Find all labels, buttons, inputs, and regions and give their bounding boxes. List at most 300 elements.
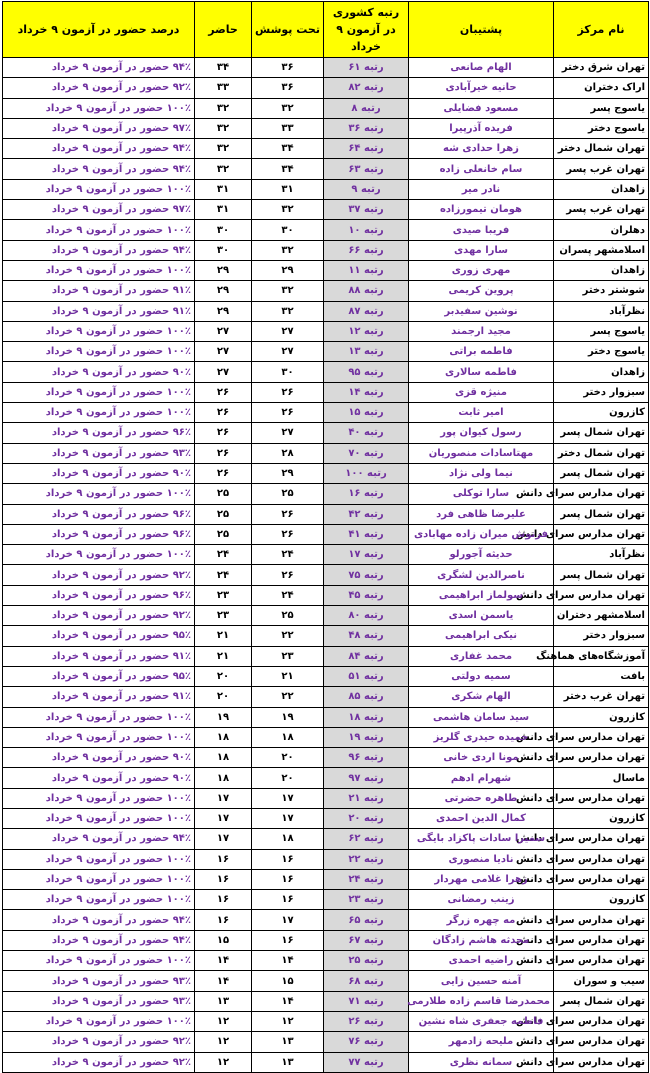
table-row	[3, 971, 649, 991]
cell-covered: ۲۸	[252, 443, 324, 463]
cell-supporter: شهرام ادهم	[409, 768, 554, 788]
cell-covered: ۳۲	[252, 98, 324, 118]
table-row	[3, 321, 649, 341]
cell-percent: ۱۰۰٪ حضور در آزمون ۹ خرداد	[3, 788, 195, 808]
cell-center: تهران مدارس سرای دانش	[554, 951, 649, 971]
cell-present: ۱۲	[195, 1011, 252, 1031]
table-row	[3, 78, 649, 98]
cell-rank: رتبه ۱۹	[324, 727, 409, 747]
cell-present: ۲۹	[195, 260, 252, 280]
table-row	[3, 200, 649, 220]
cell-covered: ۲۶	[252, 524, 324, 544]
cell-percent: ۹۴٪ حضور در آزمون ۹ خرداد	[3, 910, 195, 930]
cell-supporter: آمنه حسین زایی	[409, 971, 554, 991]
table-row	[3, 118, 649, 138]
cell-rank: رتبه ۲۰	[324, 808, 409, 828]
cell-rank: رتبه ۷۷	[324, 1052, 409, 1072]
cell-covered: ۲۶	[252, 403, 324, 423]
cell-center: تهران مدارس سرای دانش	[554, 1032, 649, 1052]
cell-supporter: مهری زوری	[409, 260, 554, 280]
cell-supporter: نیما ولی نژاد	[409, 463, 554, 483]
cell-supporter: زینب رمضانی	[409, 890, 554, 910]
cell-present: ۱۶	[195, 910, 252, 930]
cell-covered: ۲۹	[252, 463, 324, 483]
table-row	[3, 281, 649, 301]
header-percent: درصد حضور در آزمون ۹ خرداد	[3, 2, 195, 58]
cell-present: ۳۲	[195, 118, 252, 138]
cell-center: تهران شمال پسر	[554, 504, 649, 524]
cell-covered: ۲۶	[252, 382, 324, 402]
table-row	[3, 829, 649, 849]
table-row	[3, 910, 649, 930]
header-present: حاضر	[195, 2, 252, 58]
cell-supporter: سارا مهدی	[409, 240, 554, 260]
cell-rank: رتبه ۶۷	[324, 930, 409, 950]
cell-center: دهلران	[554, 220, 649, 240]
cell-center: تهران مدارس سرای دانش	[554, 910, 649, 930]
table-row	[3, 768, 649, 788]
cell-present: ۱۷	[195, 788, 252, 808]
cell-covered: ۲۰	[252, 768, 324, 788]
cell-center: تهران شمال پسر	[554, 991, 649, 1011]
header-covered: تحت پوشش	[252, 2, 324, 58]
cell-center: تهران مدارس سرای دانش	[554, 727, 649, 747]
cell-present: ۲۰	[195, 666, 252, 686]
table-row	[3, 565, 649, 585]
cell-percent: ۱۰۰٪ حضور در آزمون ۹ خرداد	[3, 342, 195, 362]
cell-rank: رتبه ۹۶	[324, 748, 409, 768]
cell-supporter: نادر میر	[409, 179, 554, 199]
cell-supporter: پروین کریمی	[409, 281, 554, 301]
table-row	[3, 423, 649, 443]
cell-rank: رتبه ۳۷	[324, 200, 409, 220]
cell-percent: ۱۰۰٪ حضور در آزمون ۹ خرداد	[3, 869, 195, 889]
cell-center: تهران مدارس سرای دانش	[554, 1011, 649, 1031]
cell-percent: ۱۰۰٪ حضور در آزمون ۹ خرداد	[3, 321, 195, 341]
cell-rank: رتبه ۹۷	[324, 768, 409, 788]
cell-covered: ۱۷	[252, 808, 324, 828]
cell-rank: رتبه ۱۳	[324, 342, 409, 362]
cell-rank: رتبه ۹	[324, 179, 409, 199]
cell-percent: ۱۰۰٪ حضور در آزمون ۹ خرداد	[3, 484, 195, 504]
table-row	[3, 687, 649, 707]
cell-center: اسلامشهر پسران	[554, 240, 649, 260]
cell-present: ۲۶	[195, 382, 252, 402]
cell-covered: ۳۳	[252, 118, 324, 138]
cell-covered: ۲۱	[252, 666, 324, 686]
table-row	[3, 220, 649, 240]
table-row	[3, 707, 649, 727]
cell-percent: ۱۰۰٪ حضور در آزمون ۹ خرداد	[3, 849, 195, 869]
cell-supporter: حانیه خیرآبادی	[409, 78, 554, 98]
cell-covered: ۲۷	[252, 321, 324, 341]
cell-percent: ۱۰۰٪ حضور در آزمون ۹ خرداد	[3, 220, 195, 240]
table-row	[3, 504, 649, 524]
cell-present: ۲۶	[195, 403, 252, 423]
cell-supporter: سمیرا سادات پاکزاد بایگی	[409, 829, 554, 849]
cell-rank: رتبه ۲۳	[324, 890, 409, 910]
table-row	[3, 159, 649, 179]
table-row	[3, 626, 649, 646]
cell-present: ۲۱	[195, 626, 252, 646]
table-row	[3, 930, 649, 950]
cell-percent: ۱۰۰٪ حضور در آزمون ۹ خرداد	[3, 179, 195, 199]
cell-covered: ۱۶	[252, 930, 324, 950]
cell-center: تهران شمال دختر	[554, 443, 649, 463]
header-supporter: پشتیبان	[409, 2, 554, 58]
table-row	[3, 403, 649, 423]
cell-percent: ۹۱٪ حضور در آزمون ۹ خرداد	[3, 301, 195, 321]
cell-covered: ۳۶	[252, 78, 324, 98]
cell-percent: ۹۶٪ حضور در آزمون ۹ خرداد	[3, 504, 195, 524]
cell-present: ۱۶	[195, 890, 252, 910]
cell-present: ۳۰	[195, 240, 252, 260]
cell-supporter: کمال الدین احمدی	[409, 808, 554, 828]
cell-covered: ۲۰	[252, 748, 324, 768]
cell-covered: ۲۹	[252, 260, 324, 280]
cell-rank: رتبه ۱۰	[324, 220, 409, 240]
cell-covered: ۱۶	[252, 890, 324, 910]
cell-supporter: ناصرالدین لشگری	[409, 565, 554, 585]
cell-present: ۱۴	[195, 951, 252, 971]
cell-covered: ۳۲	[252, 301, 324, 321]
table-row	[3, 1032, 649, 1052]
cell-covered: ۲۷	[252, 423, 324, 443]
cell-supporter: محمدرضا قاسم زاده طلارمی	[409, 991, 554, 1011]
cell-rank: رتبه ۱۶	[324, 484, 409, 504]
table-row	[3, 991, 649, 1011]
cell-center: تهران مدارس سرای دانش	[554, 484, 649, 504]
cell-present: ۲۶	[195, 463, 252, 483]
cell-covered: ۱۵	[252, 971, 324, 991]
cell-present: ۱۸	[195, 768, 252, 788]
cell-center: زاهدان	[554, 260, 649, 280]
cell-percent: ۹۱٪ حضور در آزمون ۹ خرداد	[3, 646, 195, 666]
cell-rank: رتبه ۸۷	[324, 301, 409, 321]
cell-covered: ۱۸	[252, 829, 324, 849]
header-center: نام مرکز	[554, 2, 649, 58]
cell-present: ۱۲	[195, 1052, 252, 1072]
cell-percent: ۹۲٪ حضور در آزمون ۹ خرداد	[3, 1032, 195, 1052]
cell-rank: رتبه ۲۵	[324, 951, 409, 971]
header-row	[3, 2, 649, 58]
cell-supporter: زهرا غلامی مهردار	[409, 869, 554, 889]
cell-center: زاهدان	[554, 179, 649, 199]
cell-present: ۱۳	[195, 991, 252, 1011]
cell-center: کازرون	[554, 707, 649, 727]
cell-rank: رتبه ۱۵	[324, 403, 409, 423]
cell-covered: ۳۶	[252, 58, 324, 78]
cell-percent: ۹۳٪ حضور در آزمون ۹ خرداد	[3, 971, 195, 991]
cell-rank: رتبه ۶۵	[324, 910, 409, 930]
cell-percent: ۱۰۰٪ حضور در آزمون ۹ خرداد	[3, 951, 195, 971]
cell-covered: ۳۱	[252, 179, 324, 199]
cell-covered: ۱۴	[252, 991, 324, 1011]
cell-center: سبزوار دختر	[554, 382, 649, 402]
cell-rank: رتبه ۴۵	[324, 585, 409, 605]
cell-present: ۱۷	[195, 808, 252, 828]
table-row	[3, 666, 649, 686]
cell-rank: رتبه ۲۱	[324, 788, 409, 808]
cell-supporter: سام خانعلی زاده	[409, 159, 554, 179]
cell-supporter: مه چهره زرگر	[409, 910, 554, 930]
cell-rank: رتبه ۸۰	[324, 606, 409, 626]
cell-present: ۳۱	[195, 200, 252, 220]
cell-rank: رتبه ۴۰	[324, 423, 409, 443]
cell-supporter: هومان تیمورزاده	[409, 200, 554, 220]
cell-percent: ۹۱٪ حضور در آزمون ۹ خرداد	[3, 687, 195, 707]
cell-present: ۱۸	[195, 727, 252, 747]
cell-center: تهران مدارس سرای دانش	[554, 829, 649, 849]
cell-percent: ۹۰٪ حضور در آزمون ۹ خرداد	[3, 362, 195, 382]
cell-center: تهران مدارس سرای دانش	[554, 585, 649, 605]
cell-supporter: الهام شکری	[409, 687, 554, 707]
cell-present: ۱۶	[195, 849, 252, 869]
cell-present: ۳۳	[195, 78, 252, 98]
cell-covered: ۲۴	[252, 545, 324, 565]
cell-rank: رتبه ۴۱	[324, 524, 409, 544]
cell-supporter: حدیثه آجورلو	[409, 545, 554, 565]
cell-center: یاسوج دختر	[554, 342, 649, 362]
cell-center: تهران مدارس سرای دانش	[554, 748, 649, 768]
table-row	[3, 585, 649, 605]
table-row	[3, 260, 649, 280]
cell-rank: رتبه ۶۶	[324, 240, 409, 260]
cell-percent: ۱۰۰٪ حضور در آزمون ۹ خرداد	[3, 545, 195, 565]
cell-percent: ۹۴٪ حضور در آزمون ۹ خرداد	[3, 829, 195, 849]
cell-rank: رتبه ۶۲	[324, 829, 409, 849]
cell-center: کازرون	[554, 403, 649, 423]
cell-center: تهران شمال پسر	[554, 423, 649, 443]
cell-supporter: حمیده حیدری گلریز	[409, 727, 554, 747]
cell-supporter: زهرا حدادی شه	[409, 139, 554, 159]
cell-present: ۲۳	[195, 606, 252, 626]
cell-present: ۳۲	[195, 98, 252, 118]
table-row	[3, 463, 649, 483]
cell-center: یاسوج دختر	[554, 118, 649, 138]
cell-present: ۱۲	[195, 1032, 252, 1052]
cell-rank: رتبه ۱۲	[324, 321, 409, 341]
cell-center: تهران مدارس سرای دانش	[554, 869, 649, 889]
cell-covered: ۳۲	[252, 281, 324, 301]
cell-supporter: فرنوش میران زاده مهابادی	[409, 524, 554, 544]
cell-present: ۲۵	[195, 484, 252, 504]
cell-present: ۱۶	[195, 869, 252, 889]
table-row	[3, 98, 649, 118]
cell-rank: رتبه ۸	[324, 98, 409, 118]
cell-percent: ۹۷٪ حضور در آزمون ۹ خرداد	[3, 118, 195, 138]
cell-percent: ۹۴٪ حضور در آزمون ۹ خرداد	[3, 930, 195, 950]
cell-supporter: سارا توکلی	[409, 484, 554, 504]
cell-center: اراک دختران	[554, 78, 649, 98]
table-row	[3, 1052, 649, 1072]
cell-covered: ۳۰	[252, 362, 324, 382]
cell-covered: ۱۸	[252, 727, 324, 747]
cell-rank: رتبه ۸۴	[324, 646, 409, 666]
cell-present: ۳۴	[195, 58, 252, 78]
cell-covered: ۲۵	[252, 484, 324, 504]
cell-rank: رتبه ۷۰	[324, 443, 409, 463]
table-row	[3, 301, 649, 321]
cell-present: ۲۷	[195, 362, 252, 382]
cell-center: آموزشگاه‌های هماهنگ	[554, 646, 649, 666]
cell-rank: رتبه ۱۰۰	[324, 463, 409, 483]
cell-rank: رتبه ۴۲	[324, 504, 409, 524]
cell-supporter: منیژه قزی	[409, 382, 554, 402]
cell-covered: ۱۶	[252, 849, 324, 869]
table-row	[3, 606, 649, 626]
cell-percent: ۹۴٪ حضور در آزمون ۹ خرداد	[3, 58, 195, 78]
cell-supporter: محدثه هاشم زادگان	[409, 930, 554, 950]
cell-center: کازرون	[554, 890, 649, 910]
cell-supporter: فریبا صیدی	[409, 220, 554, 240]
cell-covered: ۲۲	[252, 626, 324, 646]
cell-present: ۱۷	[195, 829, 252, 849]
cell-supporter: نیکی ابراهیمی	[409, 626, 554, 646]
cell-covered: ۱۷	[252, 910, 324, 930]
cell-covered: ۱۳	[252, 1052, 324, 1072]
cell-percent: ۹۶٪ حضور در آزمون ۹ خرداد	[3, 585, 195, 605]
cell-supporter: علیرضا ظاهی فرد	[409, 504, 554, 524]
cell-rank: رتبه ۸۵	[324, 687, 409, 707]
cell-percent: ۹۰٪ حضور در آزمون ۹ خرداد	[3, 768, 195, 788]
cell-percent: ۱۰۰٪ حضور در آزمون ۹ خرداد	[3, 808, 195, 828]
cell-center: تهران غرب دختر	[554, 687, 649, 707]
cell-percent: ۹۰٪ حضور در آزمون ۹ خرداد	[3, 748, 195, 768]
cell-rank: رتبه ۳۶	[324, 118, 409, 138]
cell-rank: رتبه ۱۱	[324, 260, 409, 280]
cell-center: ماسال	[554, 768, 649, 788]
cell-supporter: رسول کیوان پور	[409, 423, 554, 443]
table-row	[3, 808, 649, 828]
cell-percent: ۱۰۰٪ حضور در آزمون ۹ خرداد	[3, 1011, 195, 1031]
table-row	[3, 849, 649, 869]
cell-percent: ۹۲٪ حضور در آزمون ۹ خرداد	[3, 565, 195, 585]
cell-covered: ۱۲	[252, 1011, 324, 1031]
cell-supporter: فاطمه جعفری شاه نشین	[409, 1011, 554, 1031]
cell-center: سبزوار دختر	[554, 626, 649, 646]
cell-center: تهران مدارس سرای دانش	[554, 849, 649, 869]
cell-covered: ۳۰	[252, 220, 324, 240]
cell-present: ۱۸	[195, 748, 252, 768]
cell-center: سیب و سوران	[554, 971, 649, 991]
table-row	[3, 58, 649, 78]
table-row	[3, 179, 649, 199]
cell-present: ۳۲	[195, 159, 252, 179]
cell-percent: ۱۰۰٪ حضور در آزمون ۹ خرداد	[3, 260, 195, 280]
table-row	[3, 788, 649, 808]
cell-center: یاسوج پسر	[554, 321, 649, 341]
table-row	[3, 1011, 649, 1031]
cell-present: ۲۰	[195, 687, 252, 707]
cell-percent: ۹۳٪ حضور در آزمون ۹ خرداد	[3, 991, 195, 1011]
cell-rank: رتبه ۷۵	[324, 565, 409, 585]
cell-percent: ۹۲٪ حضور در آزمون ۹ خرداد	[3, 606, 195, 626]
table-row	[3, 890, 649, 910]
cell-center: تهران شمال پسر	[554, 565, 649, 585]
cell-covered: ۲۴	[252, 585, 324, 605]
cell-covered: ۱۳	[252, 1032, 324, 1052]
cell-supporter: مونا اردی خانی	[409, 748, 554, 768]
cell-percent: ۹۰٪ حضور در آزمون ۹ خرداد	[3, 463, 195, 483]
cell-present: ۳۱	[195, 179, 252, 199]
table-body	[3, 58, 649, 1073]
cell-covered: ۲۷	[252, 342, 324, 362]
cell-percent: ۹۲٪ حضور در آزمون ۹ خرداد	[3, 78, 195, 98]
cell-percent: ۹۶٪ حضور در آزمون ۹ خرداد	[3, 524, 195, 544]
cell-rank: رتبه ۲۲	[324, 849, 409, 869]
cell-covered: ۳۴	[252, 159, 324, 179]
cell-covered: ۱۷	[252, 788, 324, 808]
cell-center: تهران مدارس سرای دانش	[554, 1052, 649, 1072]
cell-covered: ۳۴	[252, 139, 324, 159]
cell-present: ۱۵	[195, 930, 252, 950]
cell-center: تهران مدارس سرای دانش	[554, 524, 649, 544]
cell-supporter: راضیه احمدی	[409, 951, 554, 971]
table-row	[3, 646, 649, 666]
cell-supporter: نادیا منصوری	[409, 849, 554, 869]
cell-present: ۲۴	[195, 545, 252, 565]
cell-supporter: سولماز ابراهیمی	[409, 585, 554, 605]
cell-supporter: فاطمه سالاری	[409, 362, 554, 382]
cell-covered: ۱۹	[252, 707, 324, 727]
cell-present: ۱۴	[195, 971, 252, 991]
cell-rank: رتبه ۲۴	[324, 869, 409, 889]
cell-supporter: فریده آذرپیرا	[409, 118, 554, 138]
cell-supporter: سمیه دولتی	[409, 666, 554, 686]
cell-rank: رتبه ۶۴	[324, 139, 409, 159]
cell-center: تهران شرق دختر	[554, 58, 649, 78]
cell-present: ۲۵	[195, 504, 252, 524]
cell-rank: رتبه ۱۴	[324, 382, 409, 402]
cell-center: تهران شمال پسر	[554, 463, 649, 483]
cell-present: ۲۴	[195, 565, 252, 585]
cell-center: شوشتر دختر	[554, 281, 649, 301]
cell-covered: ۲۲	[252, 687, 324, 707]
cell-rank: رتبه ۱۷	[324, 545, 409, 565]
cell-covered: ۲۳	[252, 646, 324, 666]
cell-center: تهران غرب پسر	[554, 200, 649, 220]
cell-supporter: فاطمه براتی	[409, 342, 554, 362]
cell-percent: ۱۰۰٪ حضور در آزمون ۹ خرداد	[3, 727, 195, 747]
table-row	[3, 951, 649, 971]
cell-percent: ۹۴٪ حضور در آزمون ۹ خرداد	[3, 139, 195, 159]
cell-rank: رتبه ۹۵	[324, 362, 409, 382]
table-row	[3, 484, 649, 504]
cell-supporter: مهتاسادات منصوریان	[409, 443, 554, 463]
cell-rank: رتبه ۸۸	[324, 281, 409, 301]
cell-percent: ۹۲٪ حضور در آزمون ۹ خرداد	[3, 1052, 195, 1072]
table-row	[3, 727, 649, 747]
cell-center: تهران مدارس سرای دانش	[554, 930, 649, 950]
table-row	[3, 869, 649, 889]
cell-supporter: محمد غفاری	[409, 646, 554, 666]
cell-present: ۲۱	[195, 646, 252, 666]
cell-covered: ۲۵	[252, 606, 324, 626]
table-row	[3, 362, 649, 382]
cell-present: ۲۶	[195, 443, 252, 463]
cell-rank: رتبه ۸۲	[324, 78, 409, 98]
cell-rank: رتبه ۱۸	[324, 707, 409, 727]
cell-percent: ۹۶٪ حضور در آزمون ۹ خرداد	[3, 423, 195, 443]
cell-covered: ۱۴	[252, 951, 324, 971]
cell-rank: رتبه ۵۱	[324, 666, 409, 686]
cell-percent: ۹۵٪ حضور در آزمون ۹ خرداد	[3, 666, 195, 686]
cell-supporter: ملیحه زادمهر	[409, 1032, 554, 1052]
cell-percent: ۱۰۰٪ حضور در آزمون ۹ خرداد	[3, 382, 195, 402]
cell-percent: ۱۰۰٪ حضور در آزمون ۹ خرداد	[3, 890, 195, 910]
cell-present: ۲۷	[195, 342, 252, 362]
